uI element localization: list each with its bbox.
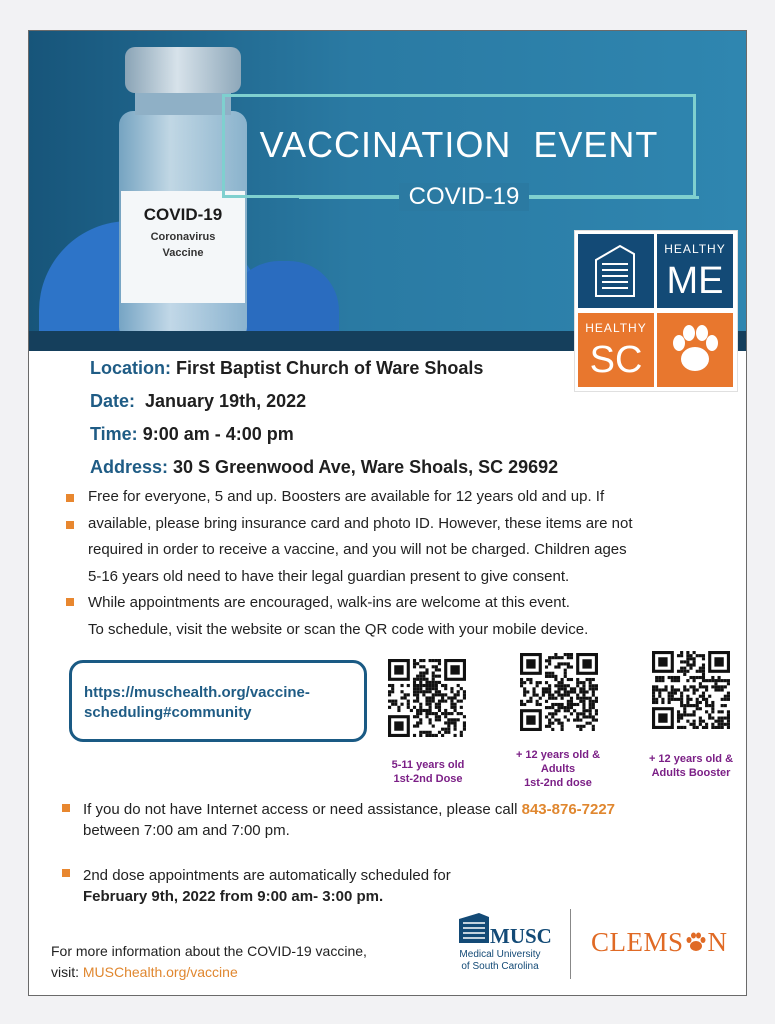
musc-sub-line: Medical University <box>459 949 541 960</box>
musc-logo-subtitle <box>445 949 555 973</box>
address-value: 30 S Greenwood Ave, Ware Shoals, SC 29692 <box>168 457 559 477</box>
healthy-sc-label: HEALTHY <box>585 321 647 335</box>
date-label: Date: <box>90 391 136 411</box>
paragraph-line: required in order to receive a vaccine, and you will not be charged. Children ages <box>88 541 627 558</box>
more-info-line: For more information about the COVID-19 vaccine, <box>51 943 367 959</box>
vial-label-line3: Vaccine <box>162 247 204 259</box>
bullet-marker <box>62 804 70 812</box>
caption-line: 1st-2nd Dose <box>393 773 463 785</box>
logo-divider <box>570 909 571 979</box>
paragraph-line: 5-16 years old need to have their legal guardian present to give consent. <box>88 567 570 585</box>
scheduling-url-box[interactable] <box>69 660 367 742</box>
caption-line: + 12 years old & <box>515 749 601 761</box>
vaccination-flyer <box>28 30 747 996</box>
paragraph-line: Free for everyone, 5 and up. Boosters are available for 12 years old and up. If <box>88 488 605 505</box>
clemson-text: CLEMS <box>591 927 684 957</box>
musc-vaccine-link[interactable]: MUSChealth.org/vaccine <box>82 964 238 980</box>
event-subtitle: COVID-19 <box>399 183 529 211</box>
vial-cap <box>125 47 241 93</box>
qr-code-5-11[interactable] <box>388 659 466 737</box>
paw-logo-tile <box>657 313 733 387</box>
healthy-me-label: HEALTHY <box>664 242 726 256</box>
qr-code-booster[interactable] <box>652 651 730 729</box>
building-icon <box>578 234 654 308</box>
bullet-marker <box>66 521 74 529</box>
address-label: Address: <box>90 457 169 477</box>
musc-sub-line: of South Carolina <box>461 961 539 972</box>
assistance-hours: between 7:00 am and 7:00 pm. <box>83 822 290 839</box>
paw-icon <box>684 931 708 953</box>
location-label: Location: <box>90 358 171 378</box>
bullet-marker <box>66 494 74 502</box>
scheduling-url-link[interactable] <box>84 683 364 723</box>
caption-line: Adults <box>540 763 576 775</box>
more-info-visit <box>51 962 367 983</box>
healthy-sc-word: SC <box>589 339 643 381</box>
walk-in-paragraph <box>88 590 588 643</box>
time-value: 9:00 am - 4:00 pm <box>137 424 294 444</box>
paragraph-line: available, please bring insurance card and photo ID. However, these items are not <box>88 514 633 532</box>
healthy-me-tile <box>657 234 733 308</box>
vial-label <box>121 191 245 303</box>
qr-caption-12-plus <box>493 748 623 790</box>
clemson-logo <box>591 927 728 958</box>
partner-logo-grid <box>574 230 738 392</box>
caption-line: Adults Booster <box>651 767 731 779</box>
time-label: Time: <box>90 424 138 444</box>
paragraph-line: To schedule, visit the website or scan the QR code with your mobile device. <box>88 620 589 638</box>
bullet-marker <box>62 869 70 877</box>
address-line <box>90 457 558 478</box>
building-logo-tile <box>578 234 654 308</box>
second-dose-note <box>83 865 451 907</box>
time-line <box>90 424 294 445</box>
qr-caption-5-11 <box>363 758 493 786</box>
assistance-phone[interactable]: 843-876-7227 <box>521 801 616 818</box>
eligibility-paragraph <box>88 484 632 590</box>
second-dose-line: 2nd dose appointments are automatically scheduled for <box>83 867 451 884</box>
subtitle-wrap <box>299 181 699 221</box>
clemson-text-end: N <box>707 927 728 957</box>
more-info <box>51 941 367 983</box>
url-line: scheduling#community <box>84 704 252 721</box>
healthy-me-word: ME <box>666 260 724 302</box>
second-dose-date: February 9th, 2022 from 9:00 am- 3:00 pm. <box>83 888 384 905</box>
musc-logo-text: MUSC <box>490 924 552 948</box>
visit-label: visit: <box>51 964 83 980</box>
date-value: January 19th, 2022 <box>135 391 307 411</box>
assistance-note <box>83 799 615 841</box>
assistance-text: If you do not have Internet access or need assistance, please call <box>83 801 522 818</box>
location-line <box>90 358 483 379</box>
location-value: First Baptist Church of Ware Shoals <box>171 358 484 378</box>
assistance-line <box>83 799 615 820</box>
date-line <box>90 391 306 412</box>
url-line: https://muschealth.org/vaccine- <box>84 684 310 701</box>
caption-line: 1st-2nd dose <box>524 777 592 789</box>
healthy-sc-tile <box>578 313 654 387</box>
caption-line: 5-11 years old <box>391 759 465 771</box>
paragraph-line: While appointments are encouraged, walk-ins are welcome at this event. <box>88 594 570 611</box>
qr-code-12-plus[interactable] <box>520 653 598 731</box>
caption-line: + 12 years old & <box>648 753 734 765</box>
musc-building-icon <box>457 911 491 945</box>
vial-neck <box>135 91 231 115</box>
vial-label-line2: Coronavirus <box>150 231 216 243</box>
event-title: VACCINATION EVENT <box>259 124 659 165</box>
qr-caption-booster <box>626 752 747 780</box>
bullet-marker <box>66 598 74 606</box>
paw-icon <box>657 313 733 387</box>
vial-label-title: COVID-19 <box>143 205 223 224</box>
